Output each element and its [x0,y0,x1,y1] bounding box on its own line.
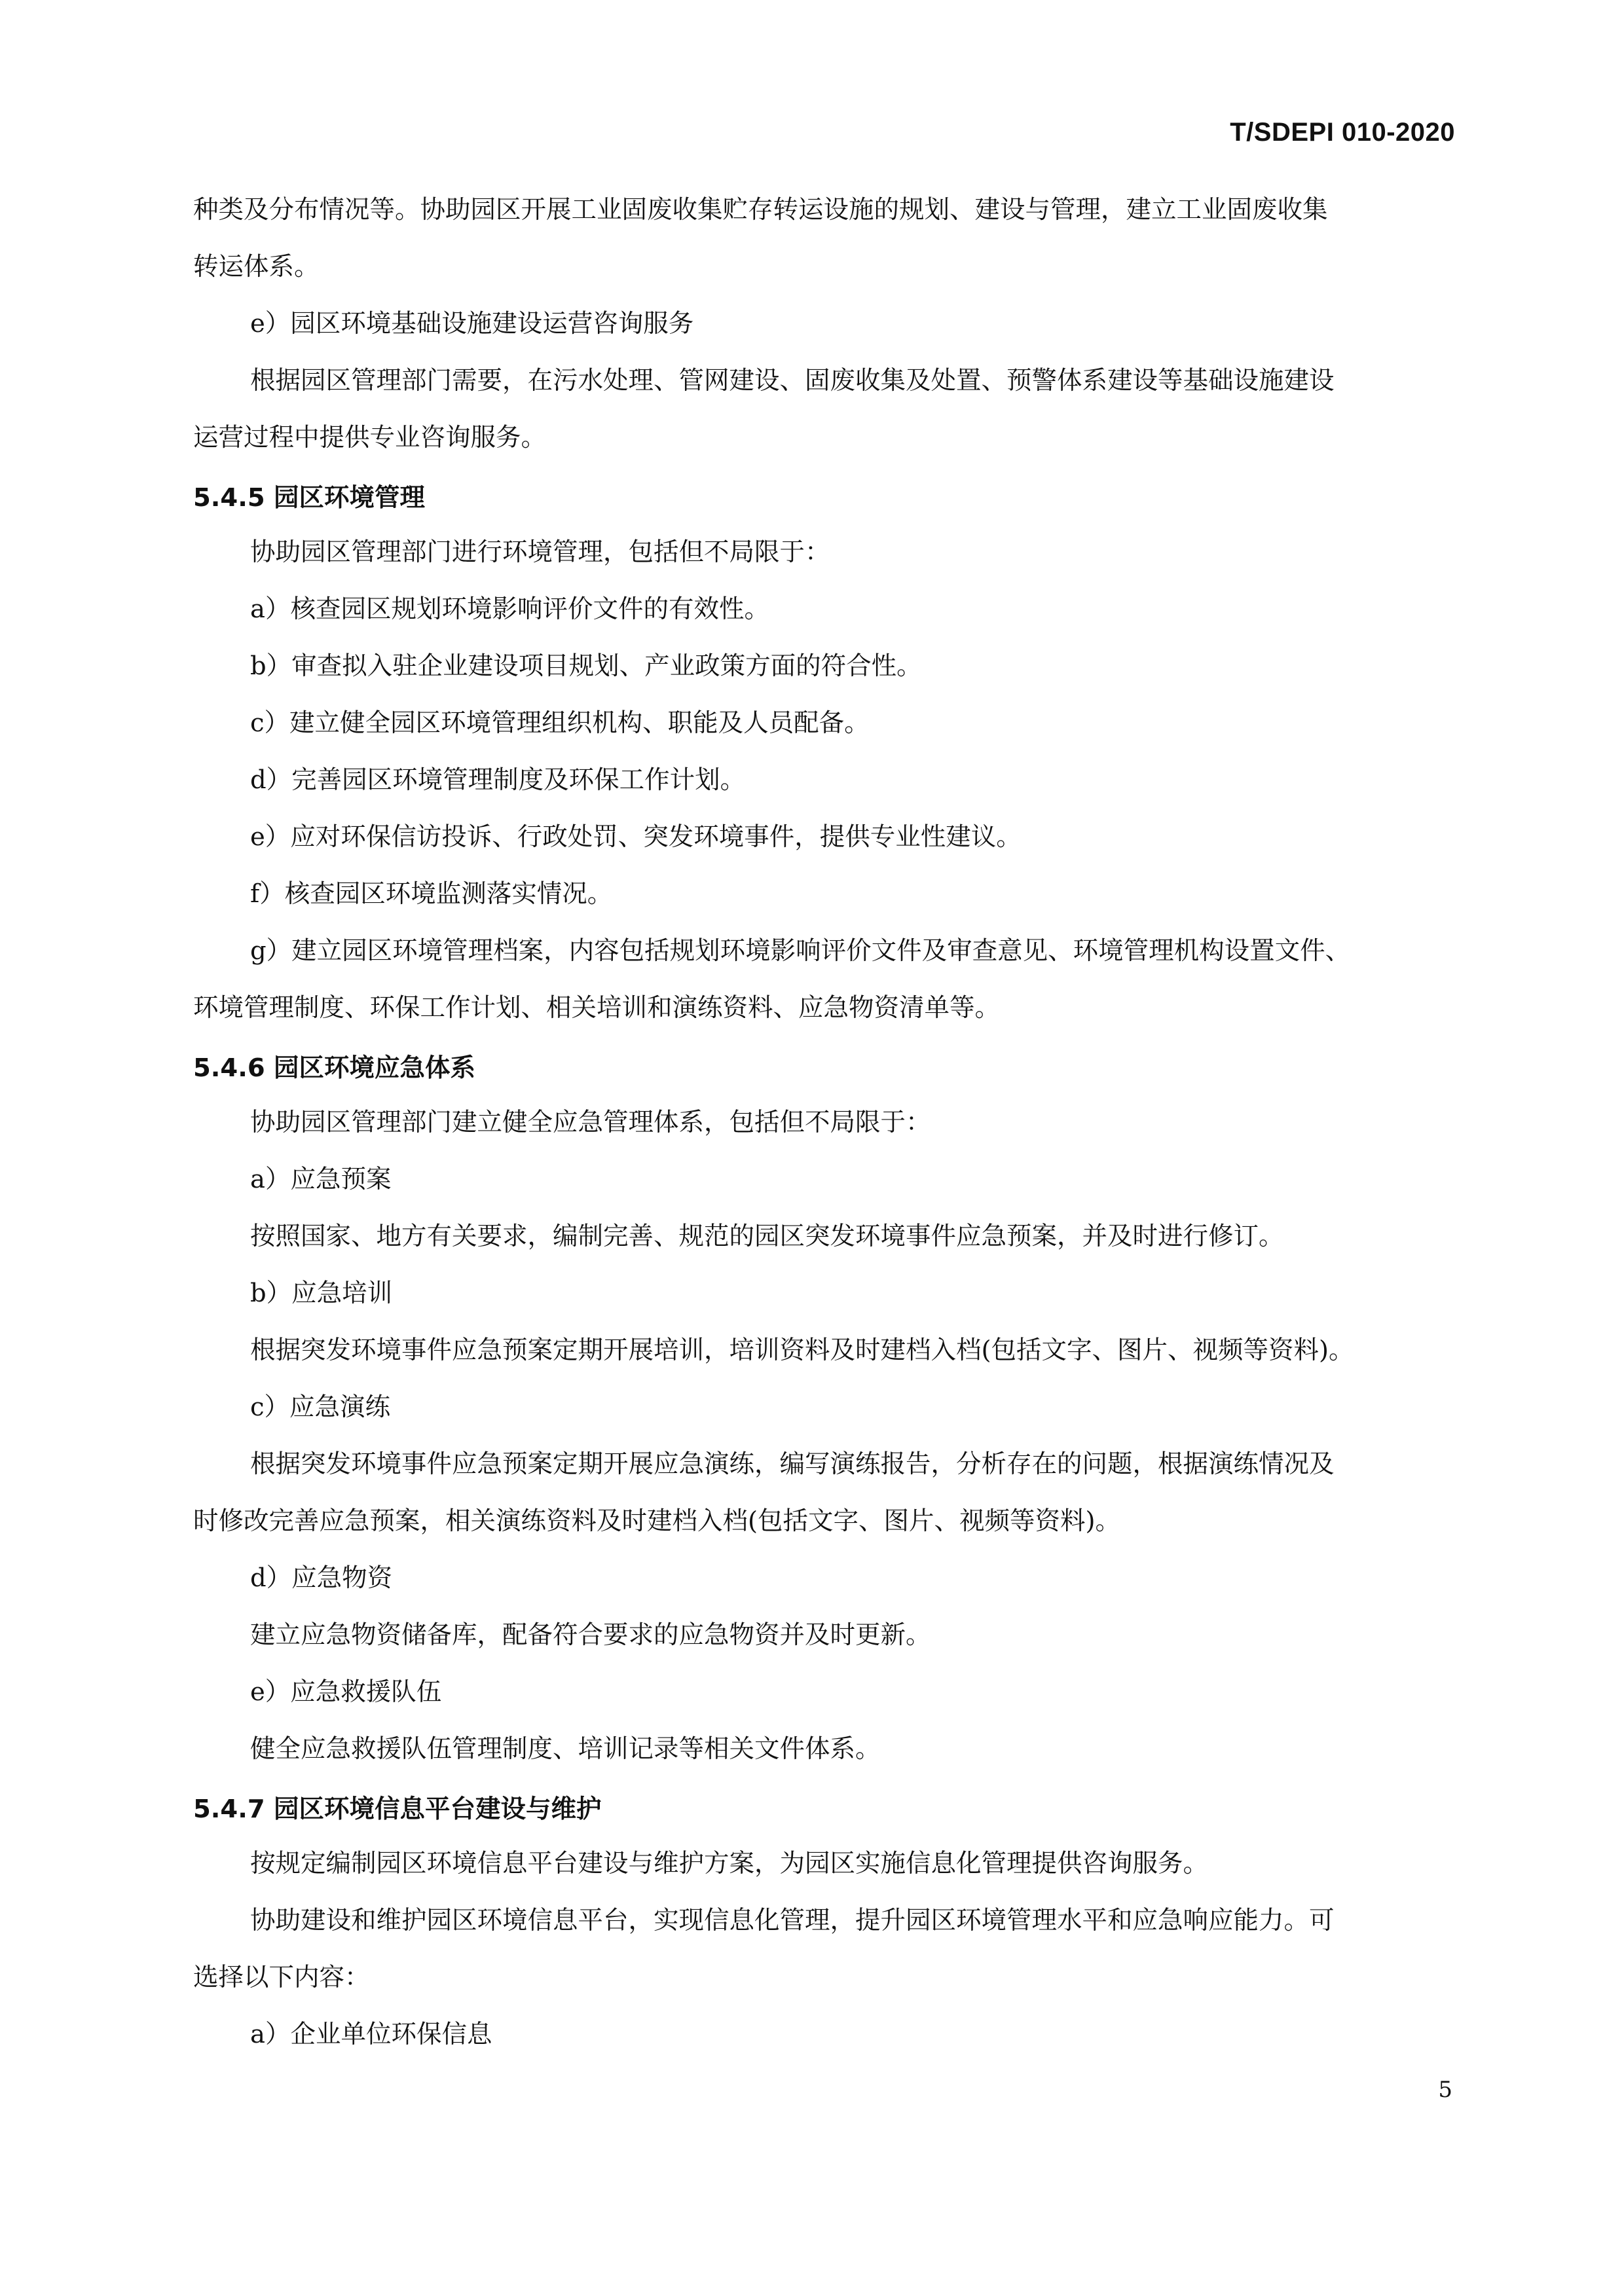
paragraph: 协助园区管理部门建立健全应急管理体系，包括但不局限于： [250,1108,931,1137]
paragraph: 协助建设和维护园区环境信息平台，实现信息化管理，提升园区环境管理水平和应急响应能力。可 [250,1906,1335,1935]
list-item: e）园区环境基础设施建设运营咨询服务 [250,309,694,338]
paragraph: 根据突发环境事件应急预案定期开展应急演练，编写演练报告，分析存在的问题，根据演练情况及 [250,1449,1335,1479]
paragraph: 根据突发环境事件应急预案定期开展培训，培训资料及时建档入档(包括文字、图片、视频等资料)。 [250,1336,1354,1365]
list-item: e）应急救援队伍 [250,1677,442,1707]
list-item: f）核查园区环境监测落实情况。 [250,879,613,909]
page-number: 5 [1438,2077,1452,2103]
list-item: b）审查拟入驻企业建设项目规划、产业政策方面的符合性。 [250,651,922,681]
list-item: c）建立健全园区环境管理组织机构、职能及人员配备。 [250,708,870,738]
list-item: d）完善园区环境管理制度及环保工作计划。 [250,765,746,795]
paragraph: 协助园区管理部门进行环境管理，包括但不局限于： [250,538,830,567]
paragraph: 按照国家、地方有关要求，编制完善、规范的园区突发环境事件应急预案，并及时进行修订。 [250,1222,1284,1251]
list-item-continuation: 环境管理制度、环保工作计划、相关培训和演练资料、应急物资清单等。 [193,993,1001,1023]
list-item: a）企业单位环保信息 [250,2020,492,2049]
list-item: c）应急演练 [250,1393,391,1422]
paragraph: 时修改完善应急预案，相关演练资料及时建档入档(包括文字、图片、视频等资料)。 [193,1506,1121,1536]
list-item: a）核查园区规划环境影响评价文件的有效性。 [250,594,769,624]
paragraph: 按规定编制园区环境信息平台建设与维护方案，为园区实施信息化管理提供咨询服务。 [250,1849,1209,1878]
list-item: e）应对环保信访投诉、行政处罚、突发环境事件，提供专业性建议。 [250,822,1022,852]
list-item: b）应急培训 [250,1279,393,1308]
paragraph: 健全应急救援队伍管理制度、培训记录等相关文件体系。 [250,1734,881,1764]
list-item: g）建立园区环境管理档案，内容包括规划环境影响评价文件及审查意见、环境管理机构设置文件、 [250,936,1351,966]
paragraph: 种类及分布情况等。协助园区开展工业固废收集贮存转运设施的规划、建设与管理，建立工业固废收集 [193,195,1328,225]
document-code: T/SDEPI 010-2020 [1230,118,1455,147]
list-item: a）应急预案 [250,1165,392,1194]
paragraph: 选择以下内容： [193,1963,370,1992]
section-heading-5-4-7: 5.4.7 园区环境信息平台建设与维护 [193,1795,602,1824]
list-item: d）应急物资 [250,1563,393,1593]
section-heading-5-4-5: 5.4.5 园区环境管理 [193,483,426,513]
section-heading-5-4-6: 5.4.6 园区环境应急体系 [193,1053,476,1083]
paragraph: 建立应急物资储备库，配备符合要求的应急物资并及时更新。 [250,1620,931,1650]
paragraph: 转运体系。 [193,252,320,282]
document-body [193,181,1455,2063]
paragraph: 根据园区管理部门需要，在污水处理、管网建设、固废收集及处置、预警体系建设等基础设施建设 [250,366,1335,395]
paragraph: 运营过程中提供专业咨询服务。 [193,423,547,452]
